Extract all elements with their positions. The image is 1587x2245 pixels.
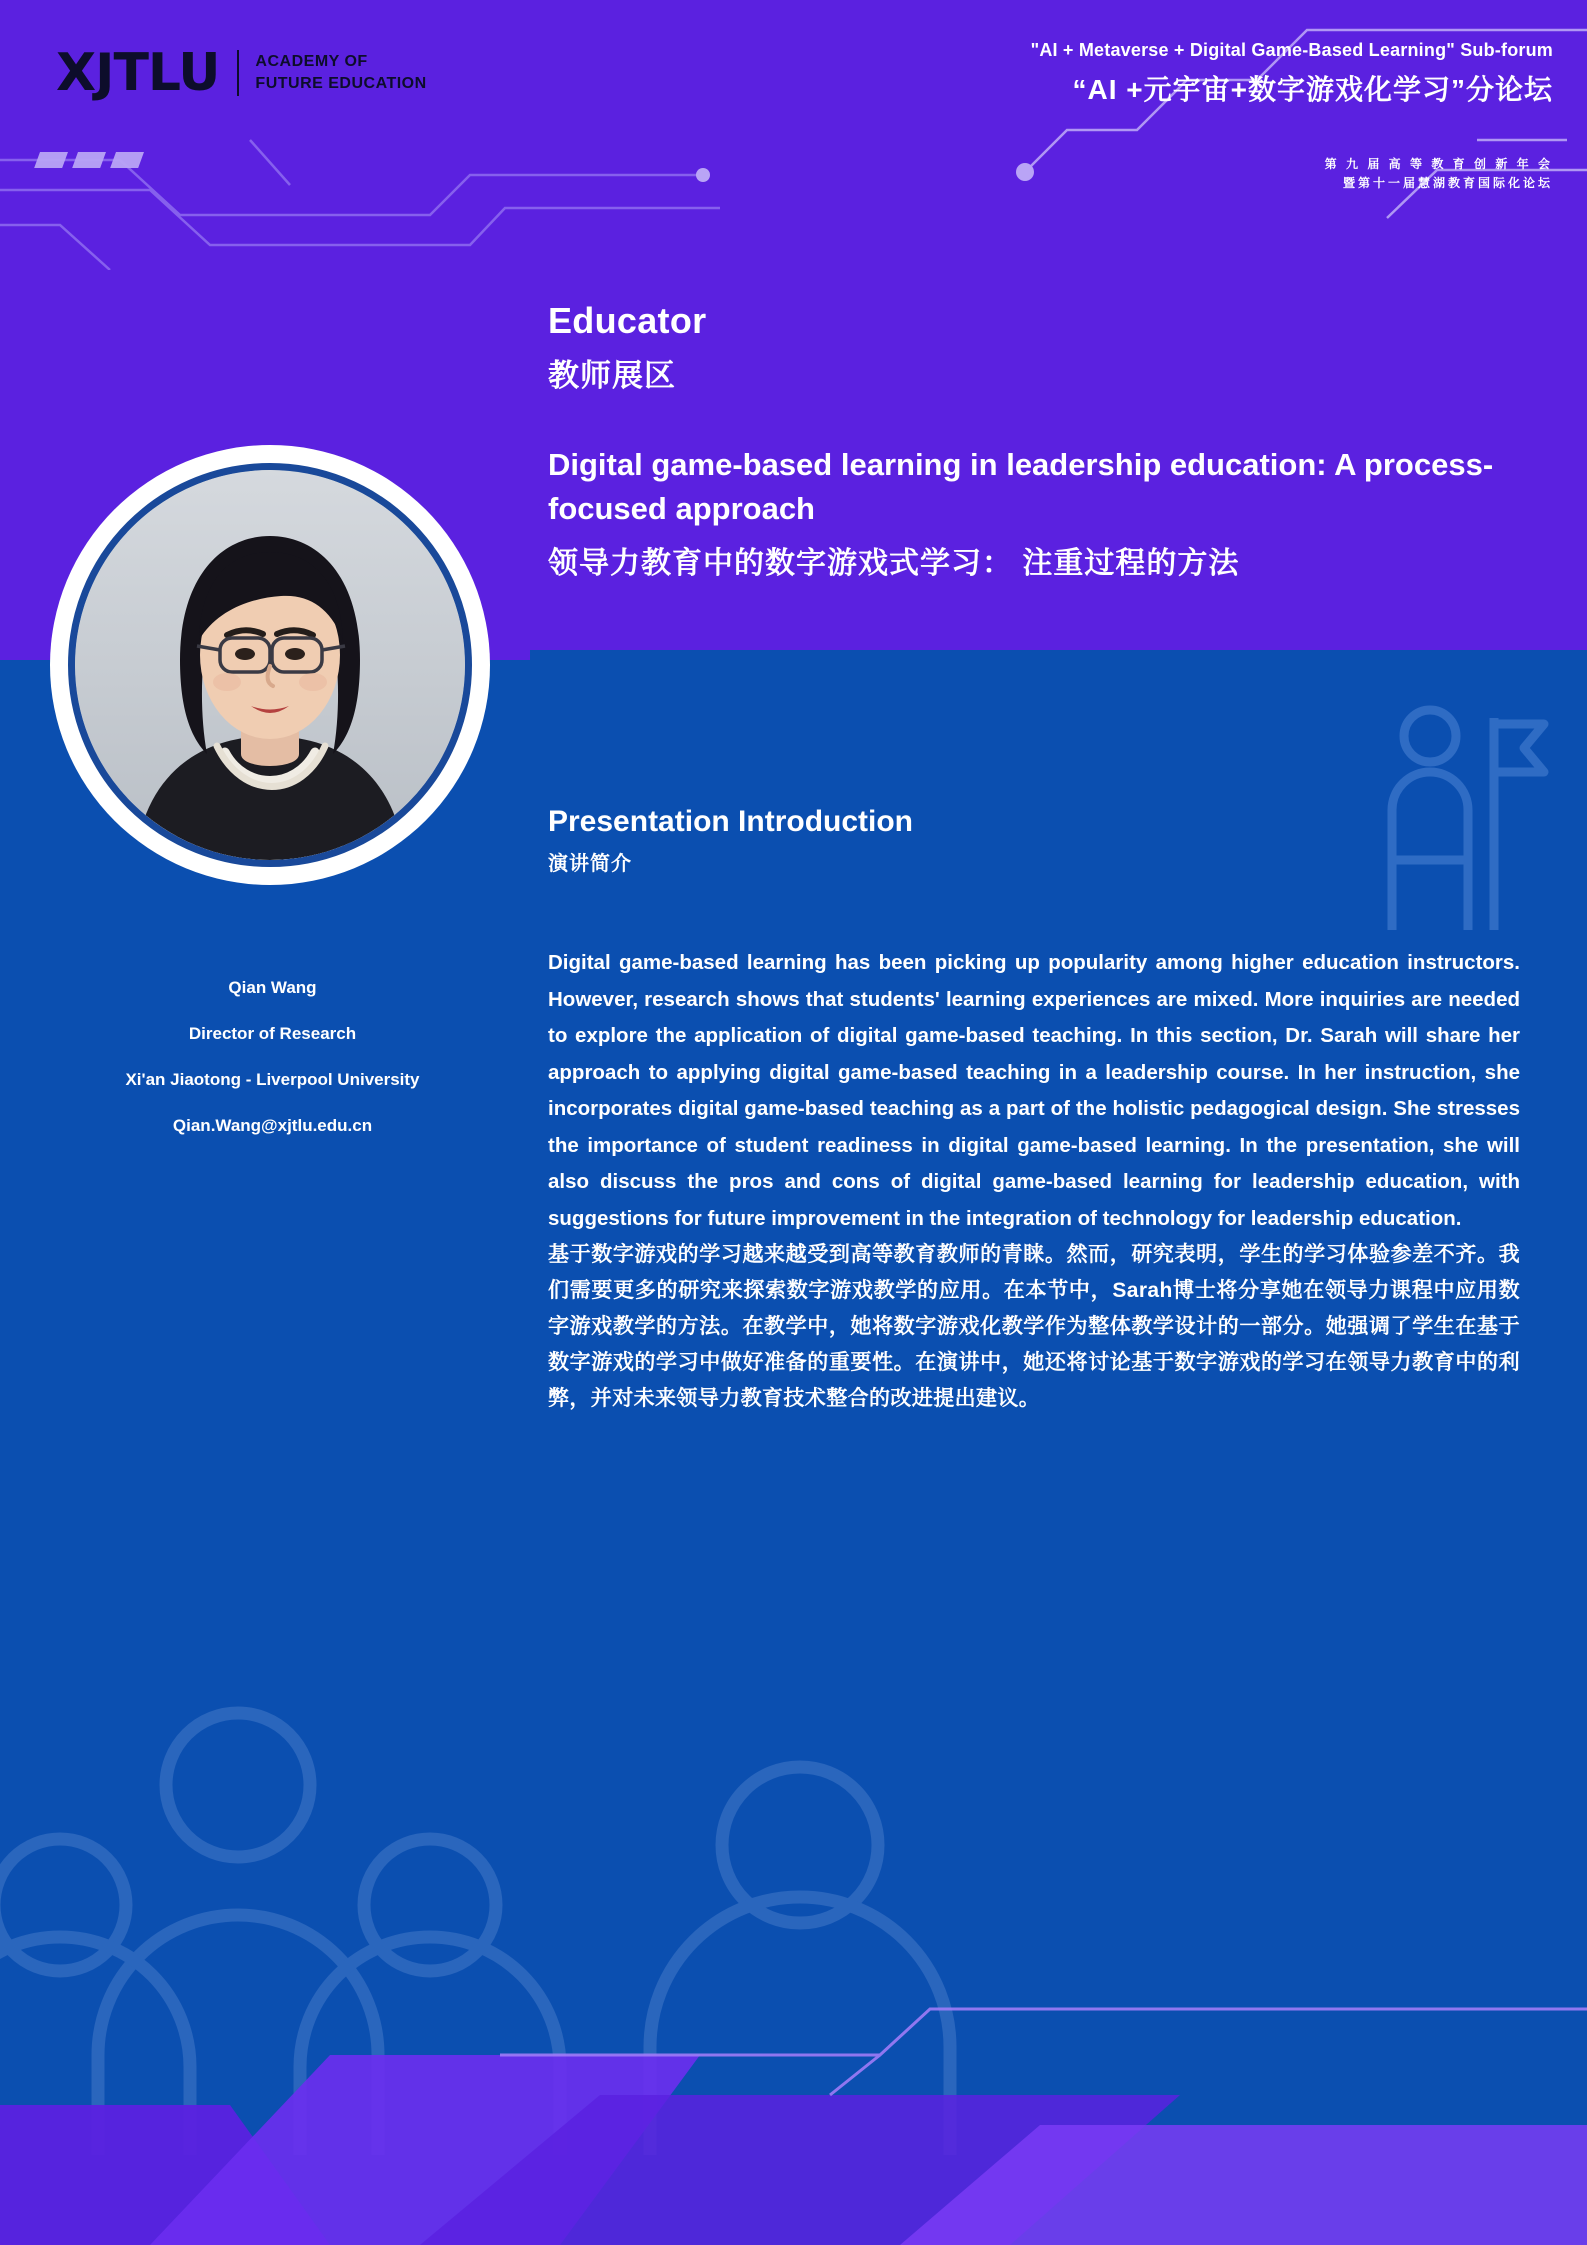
section-heading-en: Educator [548,300,707,341]
intro-heading-en: Presentation Introduction [548,805,914,838]
logo-subtitle-line1: ACADEMY OF [255,53,368,70]
presenter-figure-icon [1372,700,1552,930]
talk-title-cn: 领导力教育中的数字游戏式学习： 注重过程的方法 [548,547,1240,580]
presentation-intro-heading [548,805,913,876]
intro-paragraph-en: Digital game-based learning has been picking up popularity among higher education instructors. However, research shows that students' learning experiences are mixed. More inquiries are needed to explore the application of digital game-based teaching. In this section, Dr. Sarah will share her approach to applying digital game-based teaching in a leadership course. In her instruction, she incorporates digital game-based teaching as a part of the holistic pedagogical design. She stresses the importance of student readiness in digital game-based learning. In the presentation, she will also discuss the pros and cons of digital game-based learning for leadership education, with suggestions for future improvement in the integration of technology for leadership education. [548,951,1520,1230]
speaker-role: Director of Research [188,1024,357,1043]
talk-title-en: Digital game-based learning in leadership education: A process-focused approach [548,447,1494,526]
section-heading-cn: 教师展区 [548,358,676,393]
logo-divider [237,50,239,96]
section-heading-educator [548,300,706,395]
footer-decoration [0,1995,1587,2245]
avatar [75,470,465,860]
logo-wordmark: XJTLU [56,43,220,103]
presentation-intro-body [548,945,1520,1417]
speaker-portrait-border [68,463,472,867]
logo-subtitle-line2: FUTURE EDUCATION [255,75,427,92]
speaker-name: Qian Wang [228,978,317,997]
subforum-title-block [993,40,1553,108]
speaker-portrait-ring [50,445,490,885]
circuit-decoration-icon [0,130,760,270]
forum-meta-line2: 暨第十一届慧湖教育国际化论坛 [1342,176,1553,190]
forum-meta-block [1253,155,1553,193]
xjtlu-logo [56,45,427,101]
intro-paragraph-cn: 基于数字游戏的学习越来越受到高等教育教师的青睐。然而，研究表明，学生的学习体验参差不齐。我们需要更多的研究来探索数字游戏教学的应用。在本节中，Sarah博士将分享她在领导力课程中应用数字游戏教学的方法。在教学中，她将数字游戏化教学作为整体教学设计的一部分。她强调了学生在基于数字游戏的学习中做好准备的重要性。在演讲中，她还将讨论基于数字游戏的学习在领导力教育中的利弊，并对未来领导力教育技术整合的改进提出建议。 [548,1243,1520,1410]
talk-title-block [548,443,1533,585]
speaker-info [0,965,545,1149]
intro-heading-cn: 演讲简介 [548,853,632,875]
speaker-affiliation: Xi'an Jiaotong - Liverpool University [125,1070,420,1089]
subforum-title-en: "AI + Metaverse + Digital Game-Based Learning" Sub-forum [1030,40,1553,60]
forum-meta-line1: 第 九 届 高 等 教 育 创 新 年 会 [1324,157,1553,171]
logo-subtitle [255,51,426,95]
subforum-title-cn: “AI +元宇宙+数字游戏化学习”分论坛 [1072,74,1553,105]
speaker-email[interactable]: Qian.Wang@xjtlu.edu.cn [172,1116,373,1135]
